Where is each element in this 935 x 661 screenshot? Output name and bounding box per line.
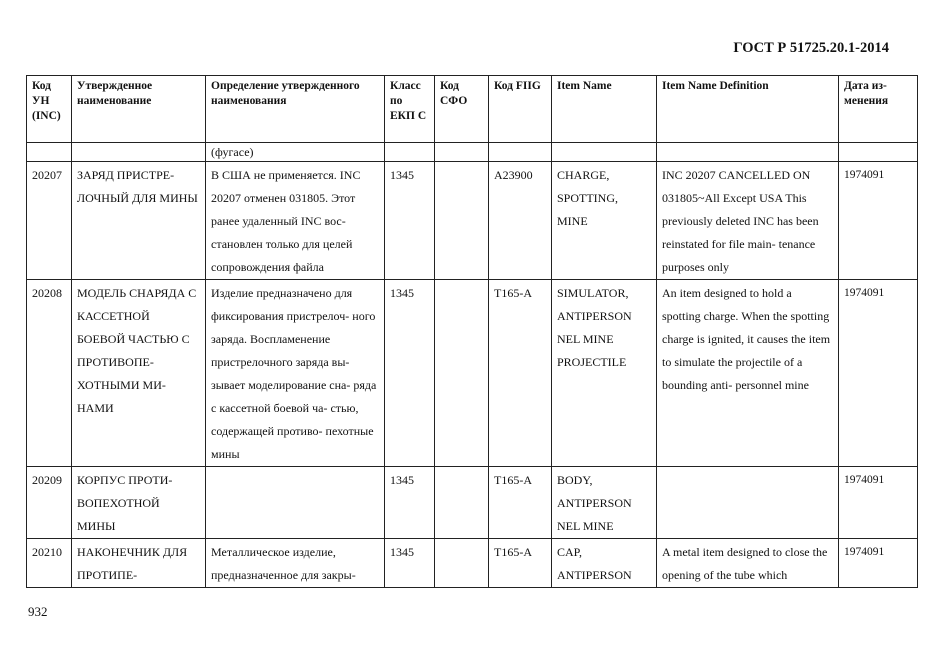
cell-change-date: 1974091 <box>839 162 918 280</box>
cell-approved-name: ЗАРЯД ПРИСТРЕ- ЛОЧНЫЙ ДЛЯ МИНЫ <box>72 162 206 280</box>
col-header-inc: Код УН (INC) <box>27 76 72 143</box>
cell-empty <box>552 143 657 162</box>
table-row-continuation <box>27 143 918 162</box>
cell-ekps-class: 1345 <box>385 467 435 539</box>
cell-item-name: CAP, ANTIPERSON <box>552 539 657 588</box>
cell-inc: 20210 <box>27 539 72 588</box>
header-row <box>27 76 918 143</box>
cell-sfo-code <box>435 280 489 467</box>
cell-item-name-definition: INC 20207 CANCELLED ON 031805~All Except USA This previously deleted INC has been reinstated for file main- tenance purposes only <box>657 162 839 280</box>
cell-definition: Металлическое изделие, предназначенное для закры- <box>206 539 385 588</box>
cell-definition: Изделие предназначено для фиксирования пристрелоч- ного заряда. Воспламенение пристрелочного заряда вы- зывает моделирование сна- ряда с кассетной боевой ча- стью, содержащей противо- пехотные мины <box>206 280 385 467</box>
cell-fiig-code: T165-A <box>489 280 552 467</box>
cell-approved-name: НАКОНЕЧНИК ДЛЯ ПРОТИПЕ- <box>72 539 206 588</box>
col-header-definition: Определение утвержденного наименования <box>206 76 385 143</box>
cell-empty <box>657 143 839 162</box>
cell-change-date: 1974091 <box>839 467 918 539</box>
cell-empty <box>72 143 206 162</box>
cell-change-date: 1974091 <box>839 539 918 588</box>
col-header-item-name: Item Name <box>552 76 657 143</box>
cell-definition: (фугасе) <box>206 143 385 162</box>
cell-item-name: CHARGE, SPOTTING, MINE <box>552 162 657 280</box>
cell-approved-name: МОДЕЛЬ СНАРЯДА С КАССЕТНОЙ БОЕВОЙ ЧАСТЬЮ С ПРОТИВОПЕ- ХОТНЫМИ МИ- НАМИ <box>72 280 206 467</box>
table-row <box>27 280 918 467</box>
cell-item-name-definition <box>657 467 839 539</box>
cell-empty <box>839 143 918 162</box>
cell-inc: 20208 <box>27 280 72 467</box>
col-header-ekps-class: Класс по ЕКП С <box>385 76 435 143</box>
table-row <box>27 162 918 280</box>
cell-item-name: SIMULATOR, ANTIPERSON NEL MINE PROJECTILE <box>552 280 657 467</box>
cell-inc: 20207 <box>27 162 72 280</box>
cell-fiig-code: T165-A <box>489 467 552 539</box>
cell-item-name-definition: An item designed to hold a spotting charge. When the spotting charge is ignited, it causes the item to simulate the projectile of a bounding anti- personnel mine <box>657 280 839 467</box>
cell-ekps-class: 1345 <box>385 280 435 467</box>
cell-empty <box>489 143 552 162</box>
cell-fiig-code: A23900 <box>489 162 552 280</box>
cell-approved-name: КОРПУС ПРОТИ- ВОПЕХОТНОЙ МИНЫ <box>72 467 206 539</box>
col-header-fiig-code: Код FIIG <box>489 76 552 143</box>
cell-change-date: 1974091 <box>839 280 918 467</box>
cell-definition <box>206 467 385 539</box>
cell-ekps-class: 1345 <box>385 162 435 280</box>
cell-sfo-code <box>435 162 489 280</box>
cell-sfo-code <box>435 539 489 588</box>
cell-item-name-definition: A metal item designed to close the opening of the tube which <box>657 539 839 588</box>
document-code: ГОСТ Р 51725.20.1-2014 <box>733 40 889 56</box>
col-header-item-name-definition: Item Name Definition <box>657 76 839 143</box>
table-row <box>27 539 918 588</box>
cell-item-name: BODY, ANTIPERSON NEL MINE <box>552 467 657 539</box>
cell-fiig-code: T165-A <box>489 539 552 588</box>
cell-empty <box>27 143 72 162</box>
catalog-table <box>26 75 918 588</box>
cell-sfo-code <box>435 467 489 539</box>
col-header-approved-name: Утвержденное наименование <box>72 76 206 143</box>
cell-definition: В США не применяется. INC 20207 отменен 031805. Этот ранее удаленный INC вос- становлен только для целей сопровождения файла <box>206 162 385 280</box>
cell-inc: 20209 <box>27 467 72 539</box>
cell-ekps-class: 1345 <box>385 539 435 588</box>
table-row <box>27 467 918 539</box>
col-header-sfo-code: Код СФО <box>435 76 489 143</box>
cell-empty <box>435 143 489 162</box>
cell-empty <box>385 143 435 162</box>
page-number: 932 <box>28 604 48 619</box>
col-header-change-date: Дата из- менения <box>839 76 918 143</box>
